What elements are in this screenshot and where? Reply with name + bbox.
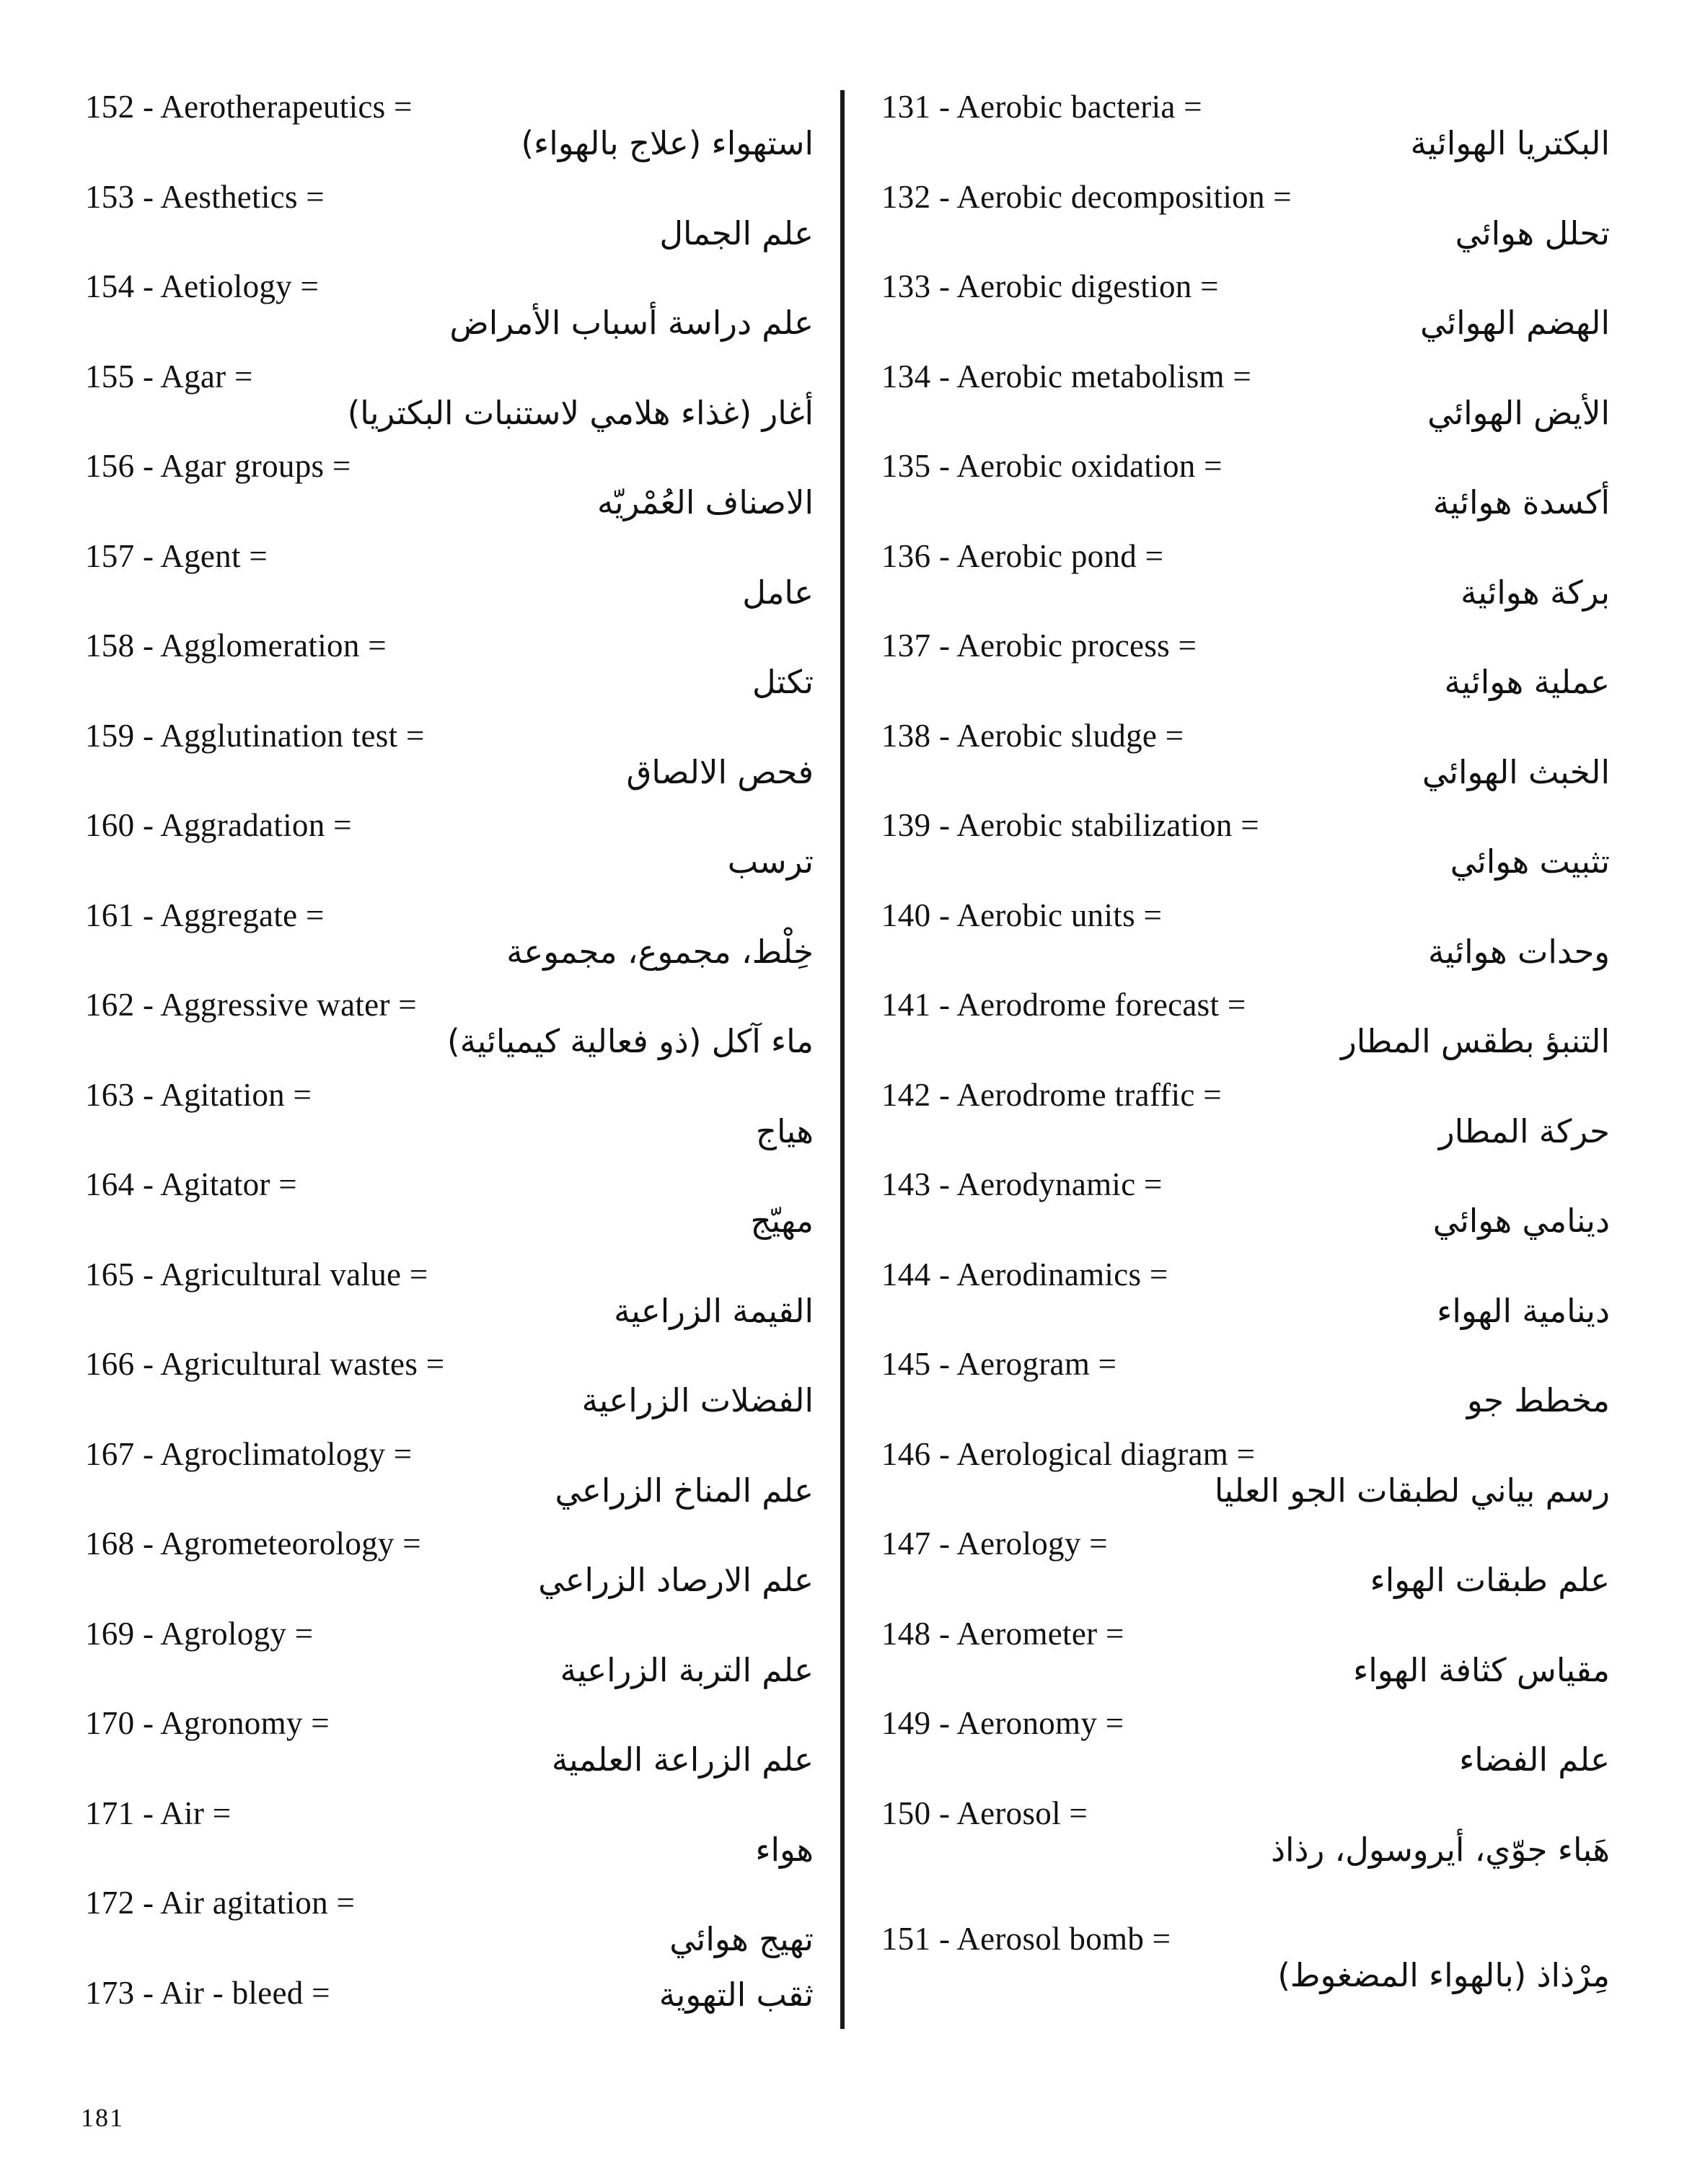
arabic-translation: حركة المطار: [1438, 1111, 1610, 1150]
glossary-entry: [85, 710, 814, 800]
glossary-entry: [85, 799, 814, 889]
glossary-entry: [85, 260, 814, 351]
glossary-entry: [881, 1428, 1610, 1518]
glossary-entry: [85, 1518, 814, 1608]
english-term: 158 - Agglomeration =: [85, 628, 387, 664]
english-term: 151 - Aerosol bomb =: [881, 1921, 1171, 1957]
arabic-translation: علم التربة الزراعية: [560, 1650, 814, 1689]
arabic-translation: ترسب: [727, 842, 814, 881]
arabic-translation: وحدات هوائية: [1427, 932, 1610, 971]
english-term: 133 - Aerobic digestion =: [881, 268, 1219, 304]
glossary-entry: [881, 1787, 1610, 1877]
glossary-entry: [85, 1787, 814, 1877]
english-term: 171 - Air =: [85, 1795, 232, 1831]
arabic-translation: ثقب التهوية: [658, 1975, 814, 2014]
english-term: 135 - Aerobic oxidation =: [881, 448, 1223, 484]
arabic-translation: البكتريا الهوائية: [1410, 124, 1610, 162]
glossary-entry: [881, 1518, 1610, 1608]
english-term: 132 - Aerobic decomposition =: [881, 178, 1292, 215]
glossary-entry: [881, 530, 1610, 620]
glossary-entry: [881, 81, 1610, 171]
glossary-entry: [881, 171, 1610, 261]
arabic-translation: مقياس كثافة الهواء: [1353, 1650, 1610, 1689]
arabic-translation: مخطط جو: [1466, 1381, 1610, 1419]
arabic-translation: هياج: [755, 1111, 814, 1150]
arabic-translation: القيمة الزراعية: [614, 1291, 814, 1330]
glossary-entry: [881, 1158, 1610, 1249]
arabic-translation: تثبيت هوائي: [1450, 842, 1610, 881]
column-divider: [840, 90, 845, 2029]
arabic-translation: فحص الالصاق: [626, 752, 814, 791]
arabic-translation: تكتل: [752, 663, 814, 701]
arabic-translation: الخبث الهوائي: [1422, 752, 1610, 791]
arabic-translation: مِرْذاذ (بالهواء المضغوط): [1277, 1956, 1610, 1994]
english-term: 143 - Aerodynamic =: [881, 1166, 1163, 1202]
arabic-translation: دينامي هوائي: [1432, 1202, 1610, 1240]
glossary-entry: [85, 979, 814, 1069]
glossary-entry: [85, 889, 814, 979]
english-term: 168 - Agrometeorology =: [85, 1525, 421, 1562]
glossary-entry: [881, 710, 1610, 800]
arabic-translation: أغار (غذاء هلامي لاستنبات البكتريا): [347, 393, 814, 432]
glossary-entry: [85, 171, 814, 261]
english-term: 149 - Aeronomy =: [881, 1705, 1124, 1741]
english-term: 166 - Agricultural wastes =: [85, 1346, 445, 1382]
glossary-entry: [85, 1697, 814, 1787]
english-term: 147 - Aerology =: [881, 1525, 1108, 1562]
arabic-translation: هَباء جوّي، أيروسول، رذاذ: [1271, 1830, 1610, 1869]
english-term: 170 - Agronomy =: [85, 1705, 330, 1741]
english-term: 148 - Aerometer =: [881, 1615, 1124, 1652]
english-term: 164 - Agitator =: [85, 1166, 297, 1202]
glossary-entry: [881, 799, 1610, 889]
arabic-translation: عامل: [742, 573, 814, 612]
english-term: 160 - Aggradation =: [85, 807, 352, 843]
left-column: [85, 81, 814, 2056]
arabic-translation: علم طبقات الهواء: [1370, 1561, 1610, 1599]
english-term: 146 - Aerological diagram =: [881, 1435, 1256, 1472]
glossary-entry: [85, 1158, 814, 1249]
english-term: 154 - Aetiology =: [85, 268, 320, 304]
glossary-entry: [85, 1608, 814, 1698]
glossary-entry: [881, 1913, 1610, 2003]
english-term: 156 - Agar groups =: [85, 448, 351, 484]
arabic-translation: تهيج هوائي: [669, 1920, 814, 1958]
arabic-translation: علم الجمال: [659, 213, 814, 252]
arabic-translation: علم المناخ الزراعي: [555, 1471, 814, 1510]
glossary-entry: [85, 620, 814, 710]
english-term: 137 - Aerobic process =: [881, 628, 1197, 664]
glossary-entry: [85, 1338, 814, 1428]
glossary-entry: [85, 440, 814, 530]
glossary-entry: [881, 1069, 1610, 1159]
english-term: 145 - Aerogram =: [881, 1346, 1117, 1382]
glossary-entry: [881, 620, 1610, 710]
english-term: 172 - Air agitation =: [85, 1885, 356, 1921]
english-term: 139 - Aerobic stabilization =: [881, 807, 1259, 843]
arabic-translation: علم دراسة أسباب الأمراض: [449, 304, 814, 342]
arabic-translation: عملية هوائية: [1444, 663, 1610, 701]
english-term: 144 - Aerodinamics =: [881, 1256, 1168, 1293]
english-term: 157 - Agent =: [85, 537, 268, 574]
english-term: 138 - Aerobic sludge =: [881, 717, 1184, 754]
english-term: 162 - Aggressive water =: [85, 987, 417, 1023]
arabic-translation: دينامية الهواء: [1437, 1291, 1610, 1330]
glossary-entry: [85, 1877, 814, 1967]
glossary-entry: [85, 530, 814, 620]
arabic-translation: رسم بياني لطبقات الجو العليا: [1214, 1471, 1610, 1510]
arabic-translation: خِلْط، مجموع، مجموعة: [506, 932, 814, 971]
glossary-entry: [85, 351, 814, 441]
glossary-entry: [881, 1608, 1610, 1698]
arabic-translation: الهضم الهوائي: [1420, 304, 1610, 342]
english-term: 152 - Aerotherapeutics =: [85, 89, 413, 125]
english-term: 155 - Agar =: [85, 358, 253, 395]
arabic-translation: ماء آكل (ذو فعالية كيميائية): [447, 1022, 814, 1060]
english-term: 141 - Aerodrome forecast =: [881, 987, 1246, 1023]
glossary-entry: [85, 1967, 814, 2057]
english-term: 140 - Aerobic units =: [881, 897, 1163, 933]
english-term: 161 - Aggregate =: [85, 897, 325, 933]
arabic-translation: التنبؤ بطقس المطار: [1341, 1022, 1610, 1060]
english-term: 142 - Aerodrome traffic =: [881, 1076, 1222, 1113]
arabic-translation: مهيّج: [750, 1202, 814, 1240]
glossary-entry: [881, 1338, 1610, 1428]
glossary-entry: [85, 1069, 814, 1159]
arabic-translation: الأيض الهوائي: [1427, 393, 1610, 432]
glossary-entry: [85, 1249, 814, 1339]
right-column: [881, 81, 1610, 2003]
glossary-entry: [881, 889, 1610, 979]
glossary-entry: [881, 440, 1610, 530]
arabic-translation: علم الفضاء: [1459, 1740, 1610, 1779]
glossary-entry: [881, 979, 1610, 1069]
glossary-entry: [881, 1697, 1610, 1787]
arabic-translation: علم الزراعة العلمية: [551, 1740, 814, 1779]
english-term: 165 - Agricultural value =: [85, 1256, 428, 1293]
glossary-entry: [85, 81, 814, 171]
arabic-translation: الفضلات الزراعية: [581, 1381, 814, 1419]
arabic-translation: تحلل هوائي: [1455, 213, 1610, 252]
arabic-translation: أكسدة هوائية: [1432, 483, 1610, 521]
arabic-translation: هواء: [755, 1830, 814, 1869]
english-term: 169 - Agrology =: [85, 1615, 314, 1652]
english-term: 173 - Air - bleed =: [85, 1974, 330, 2011]
arabic-translation: استهواء (علاج بالهواء): [521, 124, 814, 162]
arabic-translation: الاصناف العُمْريّه: [596, 483, 814, 521]
english-term: 159 - Agglutination test =: [85, 717, 425, 754]
english-term: 131 - Aerobic bacteria =: [881, 89, 1202, 125]
arabic-translation: بركة هوائية: [1461, 573, 1610, 612]
arabic-translation: علم الارصاد الزراعي: [538, 1561, 814, 1599]
english-term: 167 - Agroclimatology =: [85, 1435, 413, 1472]
glossary-entry: [881, 1249, 1610, 1339]
glossary-entry: [881, 351, 1610, 441]
glossary-entry: [881, 260, 1610, 351]
page-number: 181: [81, 2103, 124, 2132]
english-term: 153 - Aesthetics =: [85, 178, 325, 215]
english-term: 163 - Agitation =: [85, 1076, 312, 1113]
english-term: 134 - Aerobic metabolism =: [881, 358, 1252, 395]
glossary-entry: [85, 1428, 814, 1518]
english-term: 150 - Aerosol =: [881, 1795, 1088, 1831]
english-term: 136 - Aerobic pond =: [881, 537, 1164, 574]
